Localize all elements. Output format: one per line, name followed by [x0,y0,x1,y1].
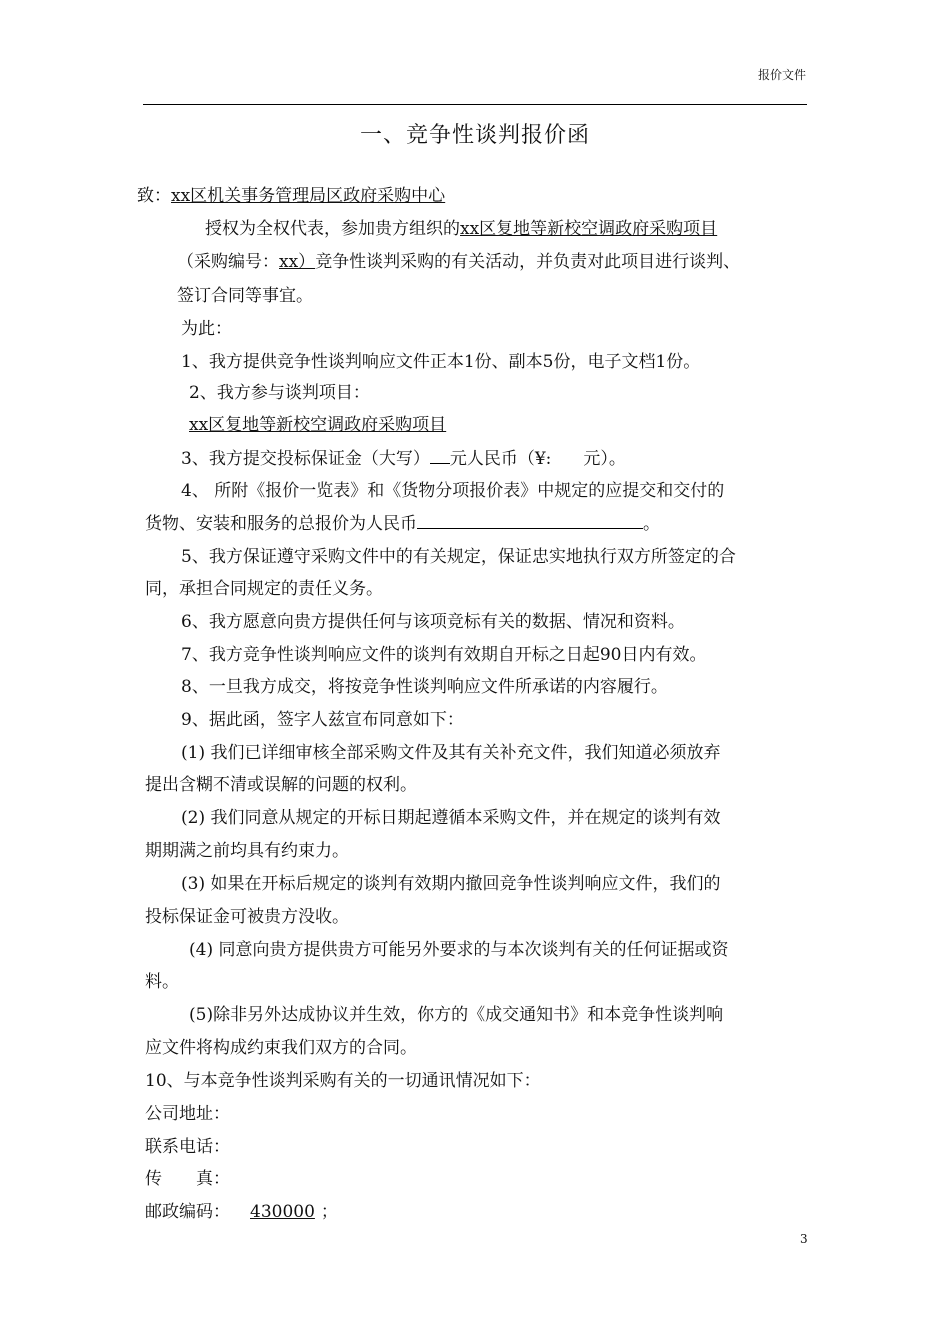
item-4-text-c: 。 [643,514,660,534]
addressee-name: xx区机关事务管理局区政府采购中心 [171,186,446,206]
intro-text-1: 授权为全权代表，参加贵方组织的 [205,219,460,239]
item-7: 7、我方竞争性谈判响应文件的谈判有效期自开标之日起90日内有效。 [181,645,707,665]
intro-line-1 [205,218,717,240]
item-5-line-2: 同，承担合同规定的责任义务。 [145,579,383,599]
intro-code-label: （采购编号： [177,252,279,272]
total-price-blank [417,512,643,529]
phone-label: 联系电话： [145,1137,230,1157]
item-6: 6、我方愿意向贵方提供任何与该项竞标有关的数据、情况和资料。 [181,612,685,632]
item-3-text-b: 元人民币（¥: [449,449,552,469]
item-8: 8、一旦我方成交，将按竞争性谈判响应文件所承诺的内容履行。 [181,677,668,697]
intro-code-value: xx） [279,252,316,272]
company-address-label: 公司地址： [145,1104,230,1124]
addressee-line [137,185,445,207]
sub-1-line-1: (1) 我们已详细审核全部采购文件及其有关补充文件，我们知道必须放弃 [181,743,721,763]
sub-5-line-2: 应文件将构成约束我们双方的合同。 [145,1038,417,1058]
item-4-line-2 [145,512,660,535]
therefore-label: 为此： [181,319,232,339]
sub-1-line-2: 提出含糊不清或误解的问题的权利。 [145,775,417,795]
fax-label: 传 真： [145,1169,230,1189]
addressee-prefix: 致： [137,186,171,206]
header-label: 报价文件 [757,68,806,82]
document-title: 一、竞争性谈判报价函 [359,123,590,148]
item-1: 1、我方提供竞争性谈判响应文件正本1份、副本5份，电子文档1份。 [181,352,701,372]
postal-code-label: 邮政编码： [145,1202,230,1222]
deposit-amount-blank [430,447,450,464]
header-rule [143,104,807,105]
sub-4-line-2: 料。 [145,972,179,992]
item-5-line-1: 5、我方保证遵守采购文件中的有关规定，保证忠实地执行双方所签定的合 [181,547,736,567]
item-4-line-1: 4、 所附《报价一览表》和《货物分项报价表》中规定的应提交和交付的 [181,481,725,501]
item-3 [181,447,626,470]
item-4-text-b: 货物、安装和服务的总报价为人民币 [145,514,417,534]
sub-4-line-1: (4) 同意向贵方提供贵方可能另外要求的与本次谈判有关的任何证据或资 [189,940,729,960]
postal-code-value: 430000 [250,1202,315,1222]
sub-3-line-2: 投标保证金可被贵方没收。 [145,907,349,927]
item-3-text-a: 3、我方提交投标保证金（大写） [181,449,430,469]
item-9: 9、据此函，签字人兹宣布同意如下： [181,710,464,730]
item-3-text-c: 元）。 [583,449,626,469]
sub-5-line-1: (5)除非另外达成协议并生效，你方的《成交通知书》和本竞争性谈判响 [189,1005,724,1025]
intro-line-3: 签订合同等事宜。 [177,286,313,306]
intro-project-name: xx区复地等新校空调政府采购项目 [460,219,718,239]
intro-line-2 [177,251,740,273]
contact-intro: 10、与本竞争性谈判采购有关的一切通讯情况如下： [145,1071,541,1091]
item-2: 2、我方参与谈判项目： [189,383,370,403]
sub-2-line-2: 期期满之前均具有约束力。 [145,841,349,861]
intro-text-2: 竞争性谈判采购的有关活动，并负责对此项目进行谈判、 [315,252,741,272]
postal-code-line [145,1201,338,1223]
item-2-project: xx区复地等新校空调政府采购项目 [189,415,447,435]
sub-2-line-1: (2) 我们同意从规定的开标日期起遵循本采购文件，并在规定的谈判有效 [181,808,721,828]
page-number: 3 [800,1232,808,1246]
postal-code-end: ； [320,1202,338,1222]
sub-3-line-1: (3) 如果在开标后规定的谈判有效期内撤回竞争性谈判响应文件，我们的 [181,874,721,894]
